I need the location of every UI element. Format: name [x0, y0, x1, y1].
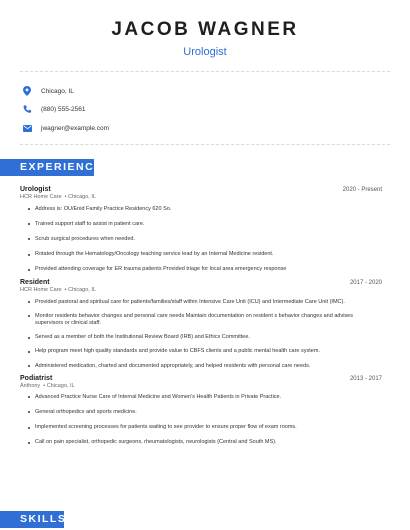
job-title: Resident — [20, 278, 50, 286]
contact-phone-text: (880) 555-2561 — [41, 106, 86, 114]
job-location: Chicago, IL — [46, 382, 75, 389]
list-item: Implemented screening processes for patients waiting to see provider to ensure proper flow of exam rooms. — [28, 424, 382, 431]
contact-location — [22, 82, 410, 101]
job-bullets — [20, 299, 382, 370]
list-item: Served as a member of both the Institutional Review Board (IRB) and Ethics Committee. — [28, 334, 382, 341]
job-company: Anthony — [20, 382, 41, 389]
divider — [20, 144, 390, 145]
job-location: Chicago, IL — [68, 193, 96, 200]
job-entry — [0, 279, 410, 370]
job-title: Urologist — [20, 185, 51, 193]
job-title: Podiatrist — [20, 374, 53, 382]
experience-heading: EXPERIENCE — [0, 159, 94, 176]
phone-icon — [22, 105, 32, 115]
list-item: Help program meet high quality standards and provide value to CBFS clients and a public mental health care system. — [28, 348, 382, 355]
contact-email-text: jwagner@example.com — [41, 124, 110, 132]
job-company-line: Anthony • Chicago, IL — [20, 382, 75, 389]
resume-header — [0, 0, 410, 59]
list-item: Administered medication, charted and documented appropriately, and helped residents with personal care needs. — [28, 363, 382, 370]
job-entry — [0, 186, 410, 274]
job-company: HCR Home Care — [20, 286, 62, 293]
list-item: Rotated through the Hematology/Oncology teaching service lead by an Internal Medicine resident. — [28, 251, 382, 258]
contact-phone — [22, 101, 410, 120]
list-item: Address is: OU/Enid Family Practice Residency 620 So. — [28, 206, 382, 213]
contact-location-text: Chicago, IL — [41, 87, 74, 95]
job-entry — [0, 375, 410, 447]
experience-section — [0, 157, 410, 447]
list-item: Advanced Practice Nurse Care of Internal Medicine and Women's Health Patients in Private Practice. — [28, 394, 382, 401]
job-dates: 2020 - Present — [342, 186, 382, 193]
candidate-title: Urologist — [183, 46, 227, 58]
list-item: Provided pastoral and spiritual care for patients/families/staff within Intensive Care Unit (ICU) and Intermediate Care Unit (IMC). — [28, 299, 382, 306]
job-location: Chicago, IL — [68, 286, 96, 293]
job-bullets — [20, 206, 382, 274]
contact-list — [0, 72, 410, 144]
contact-email — [22, 119, 410, 138]
job-dates: 2017 - 2020 — [349, 279, 382, 286]
job-company: HCR Home Care — [20, 193, 62, 200]
email-icon — [22, 123, 32, 133]
skills-heading: SKILLS — [0, 511, 64, 528]
list-item: Scrub surgical procedures when needed. — [28, 236, 382, 243]
list-item: Provided attending coverage for ER trauma patients Provided triage for local area emergency response — [28, 266, 382, 273]
job-bullets — [20, 394, 382, 447]
list-item: Trained support staff to assist in patient care. — [28, 221, 382, 228]
job-company-line: HCR Home Care • Chicago, IL — [20, 286, 96, 293]
list-item: Call on pain specialist, orthopedic surgeons, rheumatologists, neurologists (Central and South MS). — [28, 439, 382, 446]
list-item: Monitor residents behavior changes and personal care needs Maintain documentation on resident s behavior changes and advises supervisors or clinical staff. — [28, 313, 382, 327]
candidate-name: JACOB WAGNER — [111, 19, 299, 40]
job-dates: 2013 - 2017 — [349, 375, 382, 382]
list-item: General orthopedics and sports medicine. — [28, 409, 382, 416]
location-pin-icon — [22, 86, 32, 96]
job-company-line: HCR Home Care • Chicago, IL — [20, 193, 96, 200]
